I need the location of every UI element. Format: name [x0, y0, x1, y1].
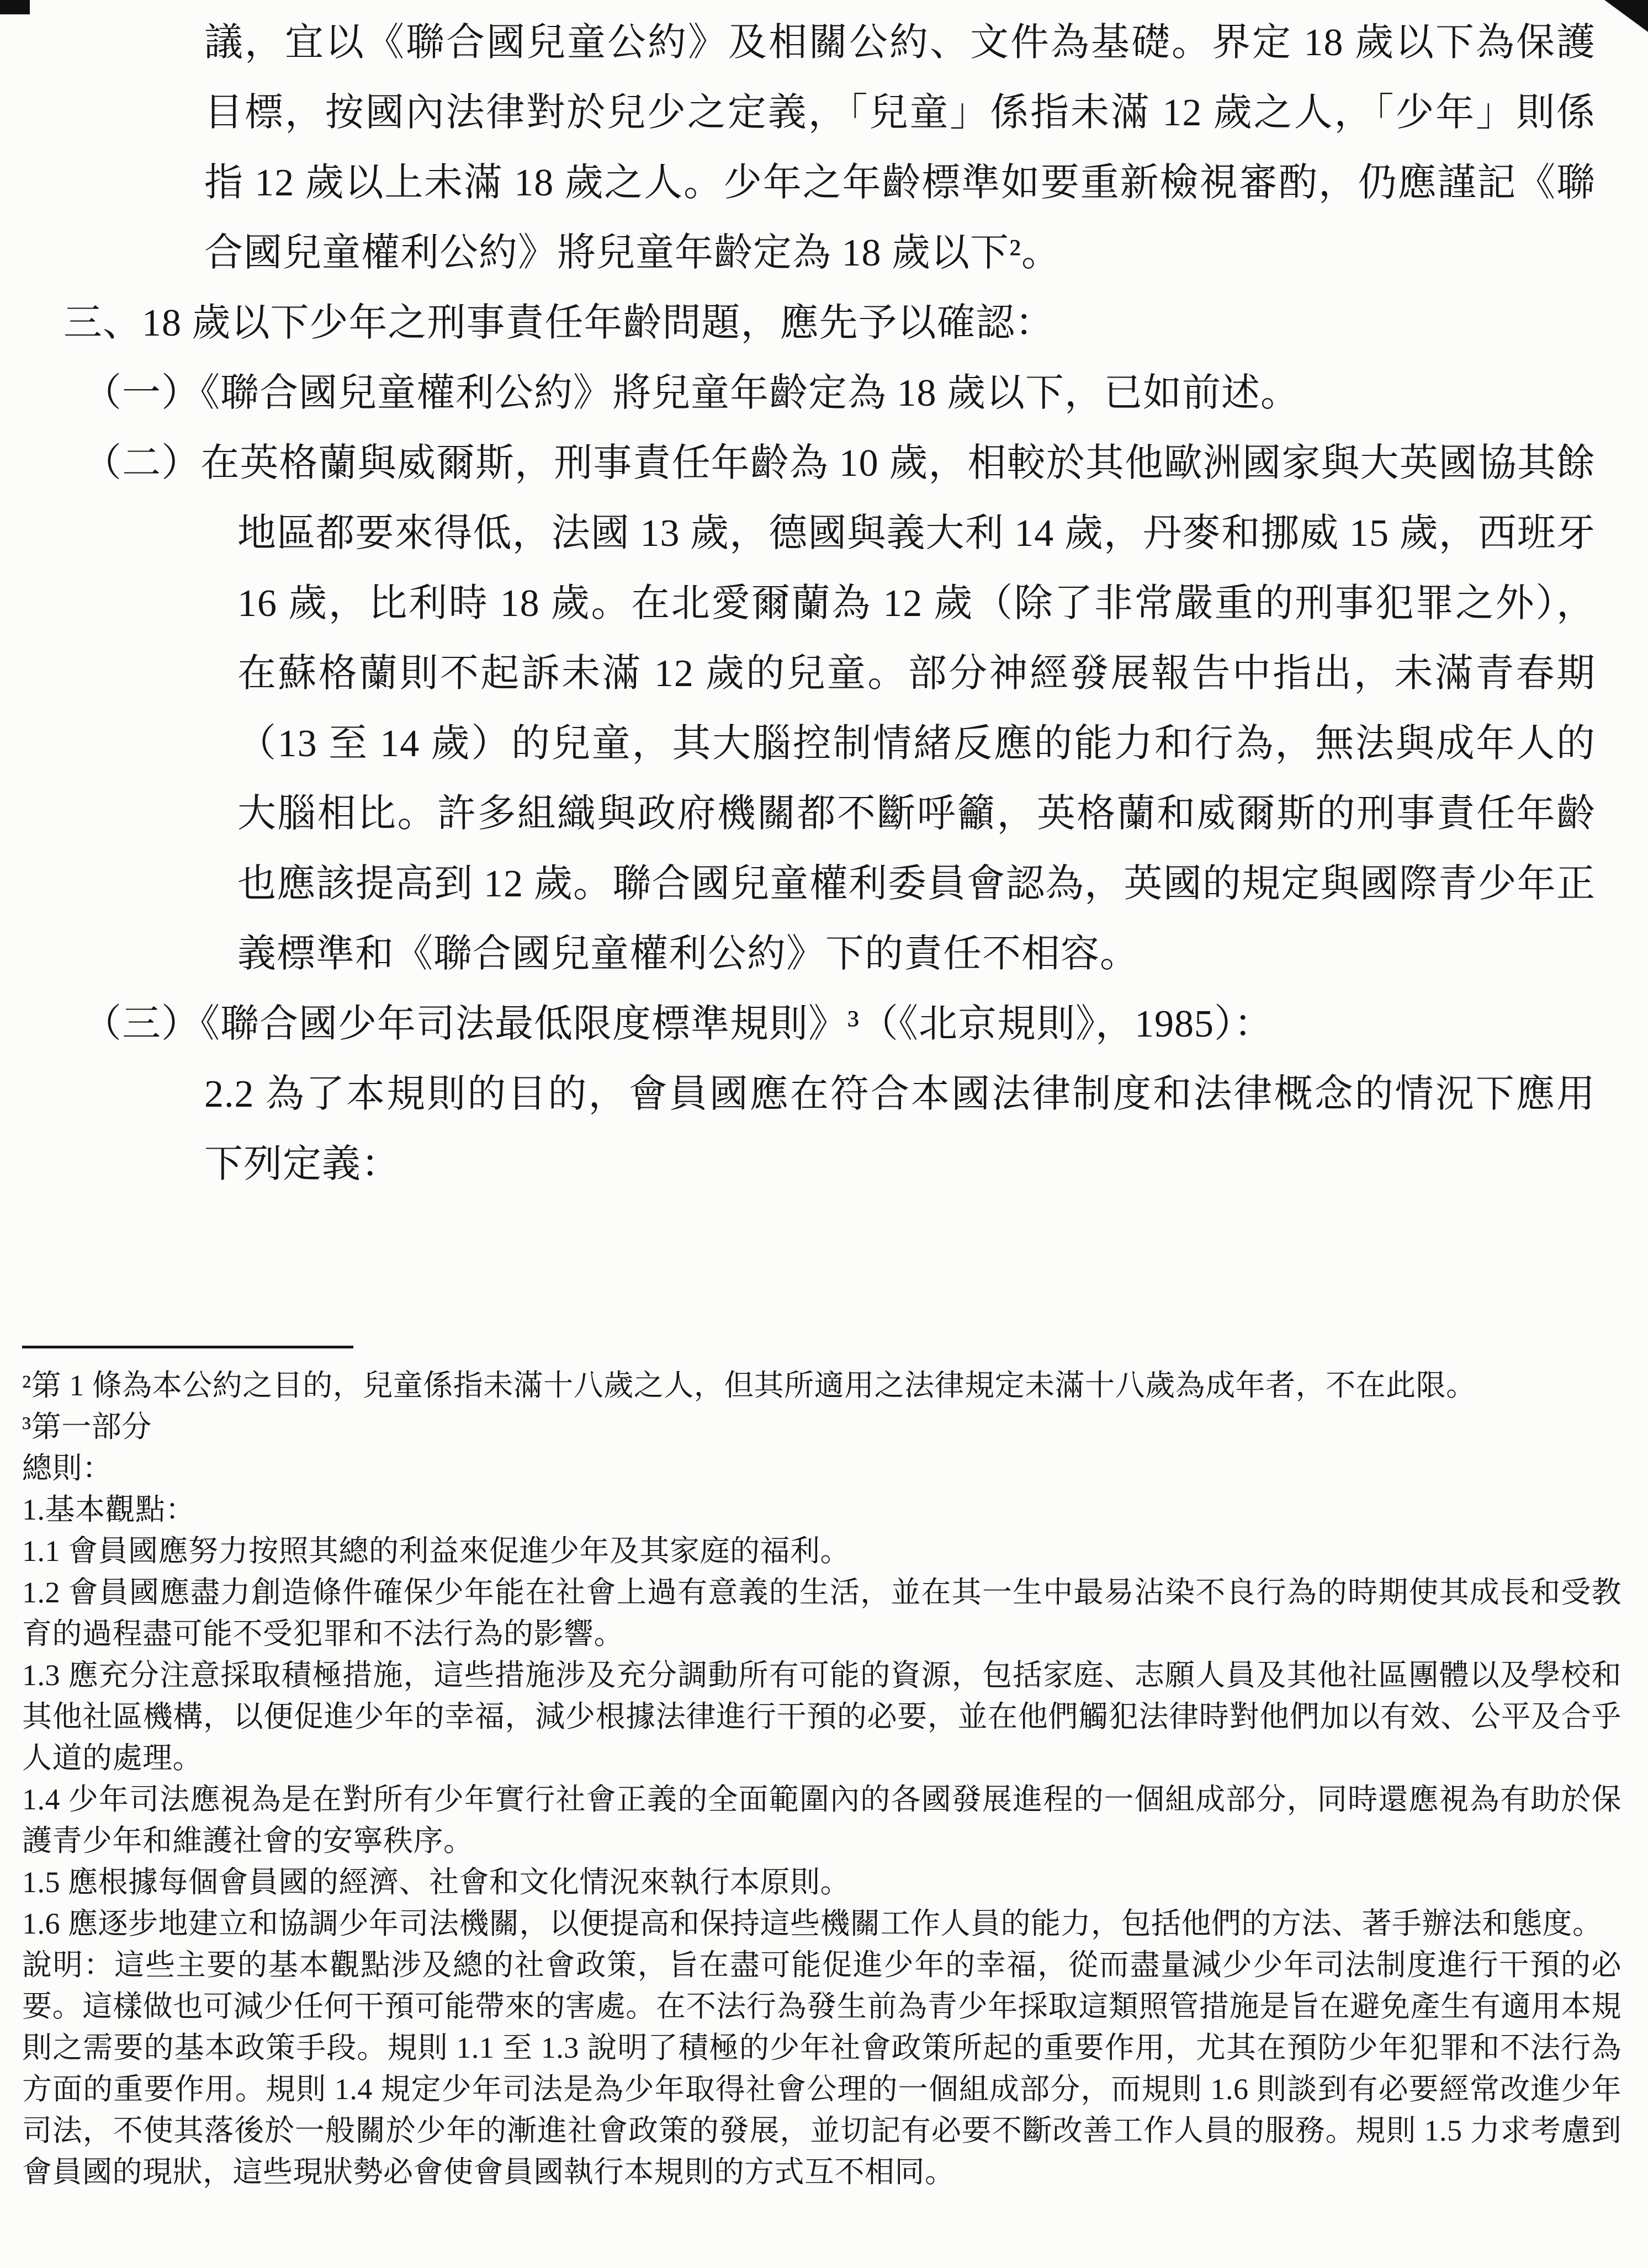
item-paragraph-two: （二）在英格蘭與威爾斯，刑事責任年齡為 10 歲，相較於其他歐洲國家與大英國協其餘地區都要來得低，法國 13 歲，德國與義大利 14 歲，丹麥和挪威 15 歲，西班牙 16 歲，比利時 18 歲。在北愛爾蘭為 12 歲（除了非常嚴重的刑事犯罪之外），在蘇格蘭則不起訴未滿 12 歲的兒童。部分神經發展報告中指出，未滿青春期（13 至 14 歲）的兒童，其大腦控制情緒反應的能力和行為，無法與成年人的大腦相比。許多組織與政府機關都不斷呼籲，英格蘭和威爾斯的刑事責任年齡也應該提高到 12 歲。聯合國兒童權利委員會認為，英國的規定與國際青少年正義標準和《聯合國兒童權利公約》下的責任不相容。	[83, 442, 1596, 975]
item-paragraph-three: （三）《聯合國少年司法最低限度標準規則》³（《北京規則》，1985）：	[83, 1003, 1273, 1045]
item-paragraph-one: （一）《聯合國兒童權利公約》將兒童年齡定為 18 歲以下，已如前述。	[83, 372, 1300, 415]
footnote-3-part-title: ³第一部分	[22, 1410, 152, 1443]
footnote-3-general-rules: 總則：	[22, 1452, 113, 1485]
footnote-2: ²第 1 條為本公約之目的，兒童係指未滿十八歲之人，但其所適用之法律規定未滿十八歲為成年者，不在此限。	[22, 1369, 1476, 1402]
footnote-3-commentary: 說明：這些主要的基本觀點涉及總的社會政策，旨在盡可能促進少年的幸福，從而盡量減少少年司法制度進行干預的必要。這樣做也可減少任何干預可能帶來的害處。在不法行為發生前為青少年採取這類照管措施是旨在避免產生有適用本規則之需要的基本政策手段。規則 1.1 至 1.3 說明了積極的少年社會政策所起的重要作用，尤其在預防少年犯罪和不法行為方面的重要作用。規則 1.4 規定少年司法是為少年取得社會公理的一個組成部分，而規則 1.6 則談到有必要經常改進少年司法，不使其落後於一般關於少年的漸進社會政策的發展，並切記有必要不斷改善工作人員的服務。規則 1.5 力求考慮到會員國的現狀，這些現狀勢必會使會員國執行本規則的方式互不相同。	[22, 1948, 1621, 2189]
footnote-3-rule-1-6: 1.6 應逐步地建立和協調少年司法機關，以便提高和保持這些機關工作人員的能力，包括他們的方法、著手辦法和態度。	[22, 1907, 1603, 1940]
continuation-paragraph: 議，宜以《聯合國兒童公約》及相關公約、文件為基礎。界定 18 歲以下為保護目標，按國內法律對於兒少之定義，「兒童」係指未滿 12 歲之人，「少年」則係指 12 歲以上未滿 18 歲之人。少年之年齡標準如要重新檢視審酌，仍應謹記《聯合國兒童權利公約》將兒童年齡定為 18 歲以下²。	[204, 22, 1596, 274]
footnote-3-basic-views-heading: 1.基本觀點：	[22, 1493, 195, 1526]
footnote-3-rule-1-1: 1.1 會員國應努力按照其總的利益來促進少年及其家庭的福利。	[22, 1534, 850, 1568]
footnote-3-rule-1-3: 1.3 應充分注意採取積極措施，這些措施涉及充分調動所有可能的資源，包括家庭、志願人員及其他社區團體以及學校和其他社區機構，以便促進少年的幸福，減少根據法律進行干預的必要，並在他們觸犯法律時對他們加以有效、公平及合乎人道的處理。	[22, 1659, 1621, 1775]
main-text-block	[0, 8, 1648, 1199]
footnote-3-rule-1-4: 1.4 少年司法應視為是在對所有少年實行社會正義的全面範圍內的各國發展進程的一個組成部分，同時還應視為有助於保護青少年和維護社會的安寧秩序。	[22, 1783, 1621, 1857]
section-heading-three: 三、18 歲以下少年之刑事責任年齡問題，應先予以確認：	[63, 302, 1054, 344]
footnote-separator-rule	[22, 1346, 353, 1348]
footnote-3-rule-1-2: 1.2 會員國應盡力創造條件確保少年能在社會上過有意義的生活，並在其一生中最易沾染不良行為的時期使其成長和受教育的過程盡可能不受犯罪和不法行為的影響。	[22, 1576, 1621, 1650]
subrule-paragraph-2-2: 2.2 為了本規則的目的，會員國應在符合本國法律制度和法律概念的情況下應用下列定義：	[204, 1073, 1596, 1186]
footnote-3-rule-1-5: 1.5 應根據每個會員國的經濟、社會和文化情況來執行本原則。	[22, 1866, 850, 1899]
footnotes-block	[22, 1346, 1621, 2193]
